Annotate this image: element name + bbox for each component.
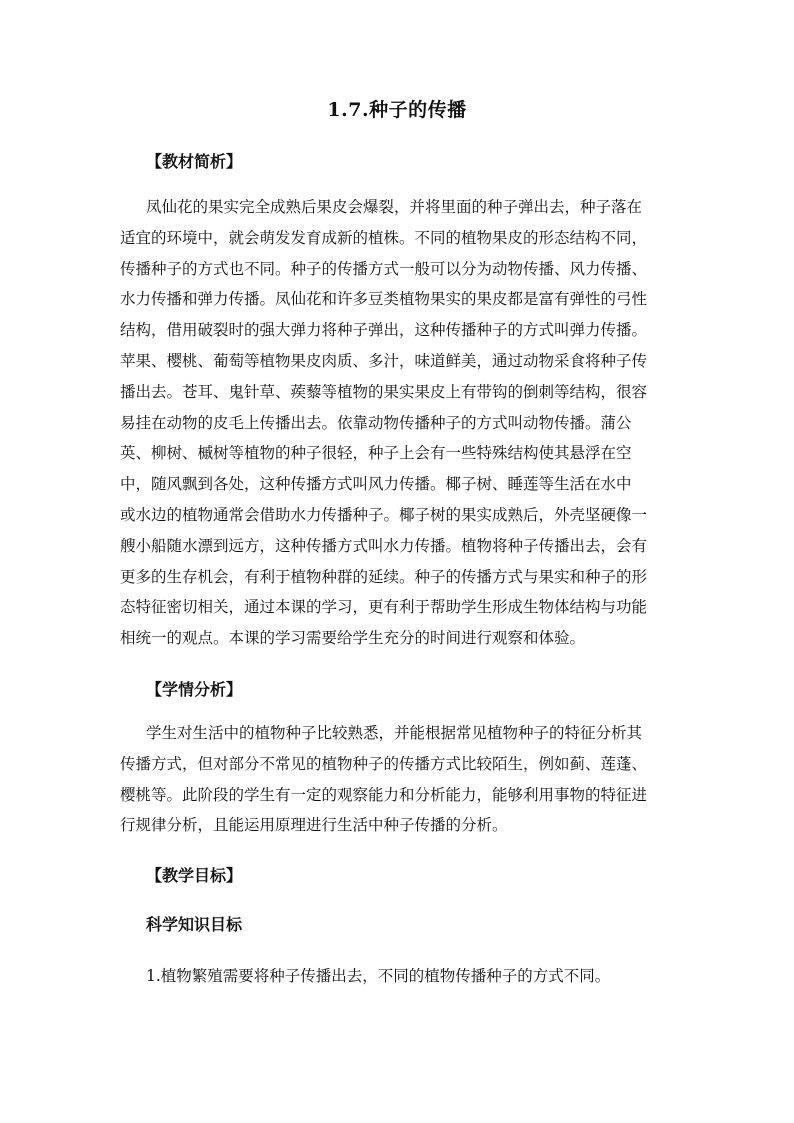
paragraph-line: 或水边的植物通常会借助水力传播种子。椰子树的果实成熟后，外壳坚硬像一 xyxy=(120,505,648,524)
paragraph-line: 水力传播和弹力传播。凤仙花和许多豆类植物果实的果皮都是富有弹性的弓性 xyxy=(120,290,648,309)
section-heading-textbook-analysis: 【教材简析】 xyxy=(146,152,243,171)
paragraph-line: 英、柳树、槭树等植物的种子很轻，种子上会有一些特殊结构使其悬浮在空 xyxy=(120,444,632,463)
paragraph-line: 适宜的环境中，就会萌发发育成新的植株。不同的植物果皮的形态结构不同， xyxy=(120,228,648,247)
paragraph-line: 易挂在动物的皮毛上传播出去。依靠动物传播种子的方式叫动物传播。蒲公 xyxy=(120,413,632,432)
paragraph-line: 行规律分析，且能运用原理进行生活中种子传播的分析。 xyxy=(120,816,508,835)
paragraph-line: 播出去。苍耳、鬼针草、蒺藜等植物的果实果皮上有带钩的倒刺等结构，很容 xyxy=(120,382,648,401)
paragraph-line: 更多的生存机会，有利于植物种群的延续。种子的传播方式与果实和种子的形 xyxy=(120,567,648,586)
document-title: 1.7.种子的传播 xyxy=(327,99,467,121)
paragraph-line: 态特征密切相关，通过本课的学习，更有利于帮助学生形成生物体结构与功能 xyxy=(120,598,648,617)
paragraph-line: 苹果、樱桃、葡萄等植物果皮肉质、多汁，味道鲜美，通过动物采食将种子传 xyxy=(120,351,648,370)
section-heading-teaching-goals: 【教学目标】 xyxy=(146,866,243,885)
paragraph-line: 相统一的观点。本课的学习需要给学生充分的时间进行观察和体验。 xyxy=(120,629,586,648)
paragraph-line: 传播方式，但对部分不常见的植物种子的传播方式比较陌生，例如蓟、莲蓬、 xyxy=(120,754,648,773)
paragraph-line: 樱桃等。此阶段的学生有一定的观察能力和分析能力，能够利用事物的特征进 xyxy=(120,785,648,804)
paragraph-line: 结构，借用破裂时的强大弹力将种子弹出，这种传播种子的方式叫弹力传播。 xyxy=(120,321,648,340)
subheading-science-knowledge-goals: 科学知识目标 xyxy=(146,915,243,934)
learner-analysis-paragraph xyxy=(120,718,680,841)
paragraph-line: 中，随风飘到各处，这种传播方式叫风力传播。椰子树、睡莲等生活在水中 xyxy=(120,475,632,494)
goal-item: 1.植物繁殖需要将种子传播出去，不同的植物传播种子的方式不同。 xyxy=(146,967,611,985)
textbook-analysis-paragraph xyxy=(120,192,680,654)
section-heading-learner-analysis: 【学情分析】 xyxy=(146,680,243,699)
paragraph-line: 艘小船随水漂到远方，这种传播方式叫水力传播。植物将种子传播出去，会有 xyxy=(120,536,648,555)
paragraph-line: 凤仙花的果实完全成熟后果皮会爆裂，并将里面的种子弹出去，种子落在 xyxy=(146,198,643,216)
paragraph-line: 学生对生活中的植物种子比较熟悉，并能根据常见植物种子的特征分析其 xyxy=(146,724,643,742)
paragraph-line: 传播种子的方式也不同。种子的传播方式一般可以分为动物传播、风力传播、 xyxy=(120,259,648,278)
